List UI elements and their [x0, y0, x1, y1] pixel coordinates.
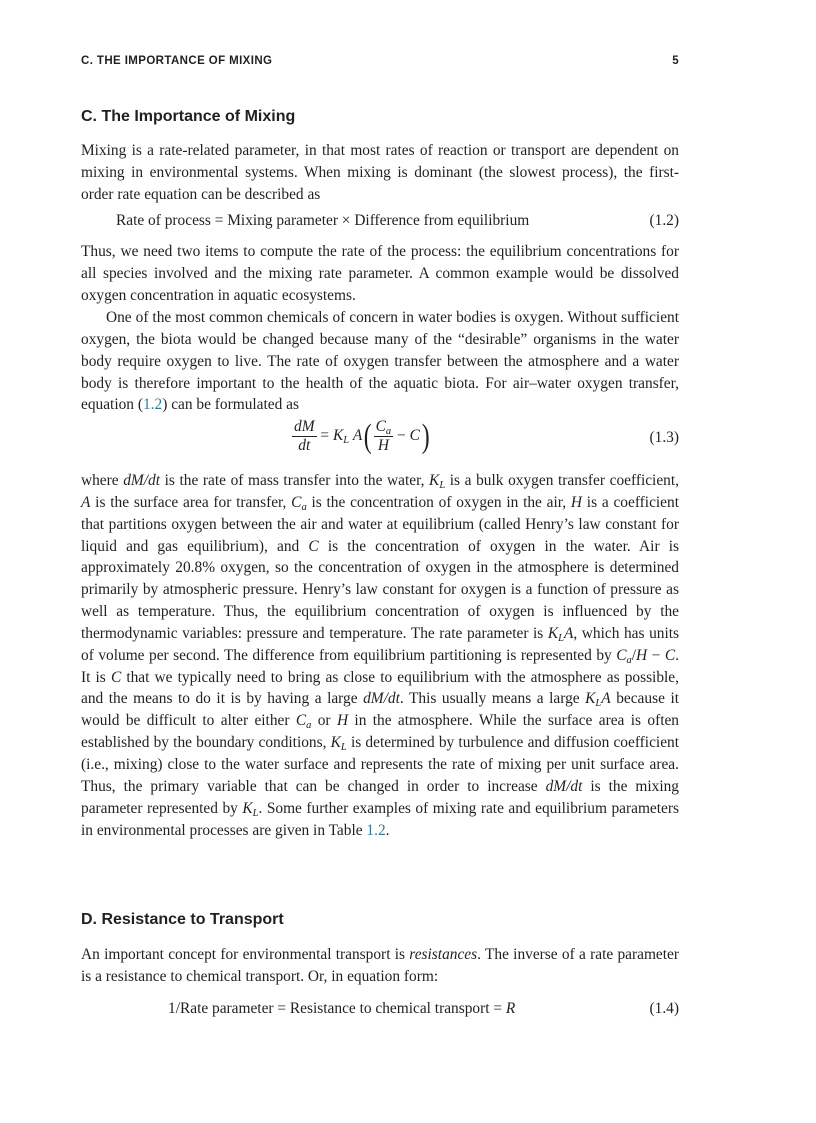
- resist-text-b: . The inverse of a rate parameter is a resistance to chemical transport. Or, in equation form:: [81, 946, 679, 985]
- t17: L: [558, 632, 564, 644]
- t31: K: [585, 690, 596, 708]
- lhs-numerator: dM: [294, 418, 315, 435]
- equation-1-2: [81, 212, 679, 234]
- oxygen-text-b: ) can be formulated as: [162, 396, 299, 414]
- section-heading-d: D. Resistance to Transport: [81, 911, 284, 928]
- t40: K: [330, 734, 341, 752]
- resistances-emphasis: resistances: [409, 946, 478, 963]
- equals-sign: =: [320, 427, 330, 445]
- t08: is the surface area for transfer,: [90, 493, 292, 511]
- right-paren: ): [421, 417, 430, 455]
- t34: because it would be difficult to alter either: [81, 690, 679, 730]
- area-symbol: A: [352, 427, 363, 445]
- coef-subscript: L: [343, 435, 350, 447]
- equation-1-3-body: [292, 418, 431, 455]
- oxygen-text-a: One of the most common chemicals of concern in water bodies is oxygen. Without sufficient oxygen, the biota would be changed because many of the “desirable” organisms in the water body require oxygen to live. The rate of oxygen transfer between the atmosphere and a water body is therefore important to the health of the aquatic biota. For air–water oxygen transfer, equation (: [81, 309, 679, 414]
- t20: C: [616, 646, 627, 664]
- t14: C: [308, 537, 319, 555]
- t44: is the mixing parameter represented by: [81, 777, 679, 817]
- t35: C: [295, 712, 307, 730]
- t42: is determined by turbulence and diffusion coefficient (i.e., mixing) close to the water surface and represents the rate of mixing per unit surface area. Thus, the primary variable that can be changed in order to increase: [81, 734, 679, 795]
- table-ref-link[interactable]: 1.2: [366, 821, 386, 839]
- equation-1-2-body: Rate of process = Mixing parameter × Difference from equilibrium: [116, 212, 530, 229]
- equation-1-2-label: (1.2): [649, 212, 679, 229]
- paragraph-oxygen: [81, 307, 679, 416]
- t37: or: [311, 712, 337, 730]
- inner-denominator: H: [377, 437, 389, 454]
- paragraph-two-items: Thus, we need two items to compute the rate of the process: the equilibrium concentrations for all species involved and the mixing rate parameter. A common example would be dissolved oxygen concentration in aquatic ecosystems.: [81, 243, 679, 304]
- paragraph-definitions: [81, 470, 679, 841]
- minus-sign: −: [397, 427, 406, 445]
- inner-num-subscript: a: [385, 426, 392, 437]
- t12: H: [570, 493, 583, 511]
- t13: is a coefficient that partitions oxygen between the air and water at equilibrium (called Henry’s law constant for liquid and gas equilibrium), and: [81, 493, 679, 555]
- t28: that we typically need to bring as close to equilibrium with the atmosphere as possible, and the means to do it is by having a large: [81, 668, 679, 708]
- t43: dM/dt: [545, 777, 583, 795]
- t49: .: [385, 821, 390, 839]
- t16: K: [547, 624, 559, 642]
- t38: H: [336, 712, 349, 730]
- t32: L: [595, 698, 602, 710]
- equation-1-4: [81, 1000, 679, 1022]
- lhs-fraction: [292, 418, 317, 455]
- t19: , which has units of volume per second. The difference from equilibrium partitioning is represented by: [81, 624, 680, 664]
- equation-1-4-r: R: [505, 1000, 516, 1017]
- t03: is the rate of mass transfer into the water,: [159, 472, 430, 489]
- t36: a: [306, 720, 312, 732]
- equation-1-3-label: (1.3): [649, 429, 679, 446]
- t02: dM/dt: [123, 472, 160, 489]
- running-head-title: C. THE IMPORTANCE OF MIXING: [81, 55, 273, 67]
- t23: H: [636, 646, 648, 664]
- inner-num-symbol: C: [375, 418, 386, 435]
- t33: A: [601, 690, 611, 708]
- resist-text-a: An important concept for environmental transport is: [81, 946, 410, 963]
- t24: −: [647, 646, 665, 664]
- t11: is the concentration of oxygen in the air,: [306, 493, 571, 511]
- t27: C: [110, 668, 122, 686]
- t29: dM/dt: [363, 690, 400, 708]
- t41: L: [340, 742, 347, 754]
- equation-ref-link[interactable]: 1.2: [142, 396, 163, 414]
- t01: where: [81, 472, 124, 489]
- equation-1-4-body: [168, 1000, 515, 1018]
- inner-fraction: [374, 418, 394, 455]
- t22: /: [631, 646, 637, 664]
- t39: in the atmosphere. While the surface area is often established by the boundary conditions,: [81, 712, 679, 752]
- t45: K: [242, 799, 253, 817]
- t05: L: [439, 480, 446, 491]
- paragraph-resistances: [81, 944, 679, 988]
- equation-1-3: [81, 418, 679, 462]
- left-paren: (: [364, 417, 372, 455]
- t04: K: [429, 472, 440, 489]
- section-heading-c: C. The Importance of Mixing: [81, 108, 296, 125]
- t18: A: [563, 624, 574, 642]
- lhs-denominator: dt: [298, 437, 311, 454]
- page-number: 5: [672, 55, 679, 67]
- t07: A: [81, 493, 91, 511]
- paragraph-intro: Mixing is a rate-related parameter, in that most rates of reaction or transport are dependent on mixing in environmental systems. When mixing is dominant (the slowest process), the first-order rate equation can be described as: [81, 142, 679, 203]
- t10: a: [301, 501, 307, 513]
- running-head: [81, 55, 679, 71]
- coef-symbol: K: [332, 427, 344, 445]
- t21: a: [626, 654, 632, 666]
- t46: L: [252, 807, 259, 819]
- c-symbol: C: [409, 427, 420, 445]
- t47: . Some further examples of mixing rate and equilibrium parameters in environmental processes are given in Table: [81, 799, 679, 839]
- t25: C: [664, 646, 676, 664]
- t15: is the concentration of oxygen in the water. Air is approximately 20.8% oxygen, so the concentration of oxygen in the atmosphere is determined primarily by atmospheric pressure. Henry’s law constant for oxygen is a function of pressure as well as temperature. Thus, the equilibrium concentration of oxygen is influenced by the thermodynamic variables: pressure and temperature. The rate parameter is: [81, 537, 679, 642]
- equation-1-4-text: 1/Rate parameter = Resistance to chemical transport =: [168, 1000, 506, 1017]
- t30: . This usually means a large: [399, 690, 586, 708]
- t26: . It is: [81, 646, 679, 686]
- equation-1-4-label: (1.4): [649, 1000, 679, 1017]
- inner-numerator: [374, 418, 394, 437]
- t06: is a bulk oxygen transfer coefficient,: [445, 472, 679, 489]
- t09: C: [291, 493, 302, 511]
